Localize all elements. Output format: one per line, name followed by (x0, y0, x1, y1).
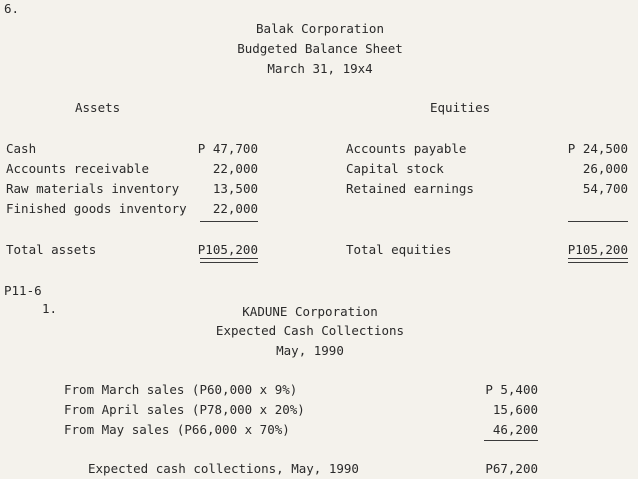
collection-label: From April sales (P78,000 x 20%) (64, 402, 305, 417)
total-assets-label: Total assets (6, 242, 97, 257)
total-double-rule (200, 258, 258, 263)
collection-value: P 5,400 (485, 382, 538, 397)
total-equities-label: Total equities (346, 242, 452, 257)
subtotal-rule (200, 221, 258, 222)
problem-number: 6. (4, 1, 20, 16)
equity-value: 26,000 (582, 161, 628, 176)
statement-title: Expected Cash Collections (215, 323, 405, 338)
collection-value: 46,200 (492, 422, 538, 437)
statement-title: Budgeted Balance Sheet (237, 41, 403, 56)
asset-value: 22,000 (212, 161, 258, 176)
collections-total-value: P67,200 (485, 461, 538, 476)
asset-label: Finished goods inventory (6, 201, 187, 216)
asset-value: 13,500 (212, 181, 258, 196)
equity-value: P 24,500 (567, 141, 628, 156)
asset-label: Cash (6, 141, 37, 156)
equity-label: Accounts payable (346, 141, 467, 156)
collection-label: From May sales (P66,000 x 70%) (64, 422, 290, 437)
asset-value: P 47,700 (197, 141, 258, 156)
company-name: KADUNE Corporation (242, 304, 378, 319)
statement-date: May, 1990 (276, 343, 344, 358)
equity-label: Retained earnings (346, 181, 474, 196)
total-equities-value: P105,200 (567, 242, 628, 257)
problem-label: P11-6 (4, 283, 42, 298)
collections-total-label: Expected cash collections, May, 1990 (88, 461, 359, 476)
collection-value: 15,600 (492, 402, 538, 417)
part-label: 1. (42, 301, 58, 316)
total-double-rule (568, 258, 628, 263)
asset-label: Accounts receivable (6, 161, 149, 176)
subtotal-rule (484, 440, 538, 441)
equity-label: Capital stock (346, 161, 444, 176)
statement-date: March 31, 19x4 (267, 61, 373, 76)
asset-value: 22,000 (212, 201, 258, 216)
asset-label: Raw materials inventory (6, 181, 180, 196)
subtotal-rule (568, 221, 628, 222)
equities-heading: Equities (430, 100, 491, 115)
equity-value: 54,700 (582, 181, 628, 196)
total-assets-value: P105,200 (197, 242, 258, 257)
assets-heading: Assets (75, 100, 121, 115)
company-name: Balak Corporation (256, 21, 384, 36)
collection-label: From March sales (P60,000 x 9%) (64, 382, 298, 397)
